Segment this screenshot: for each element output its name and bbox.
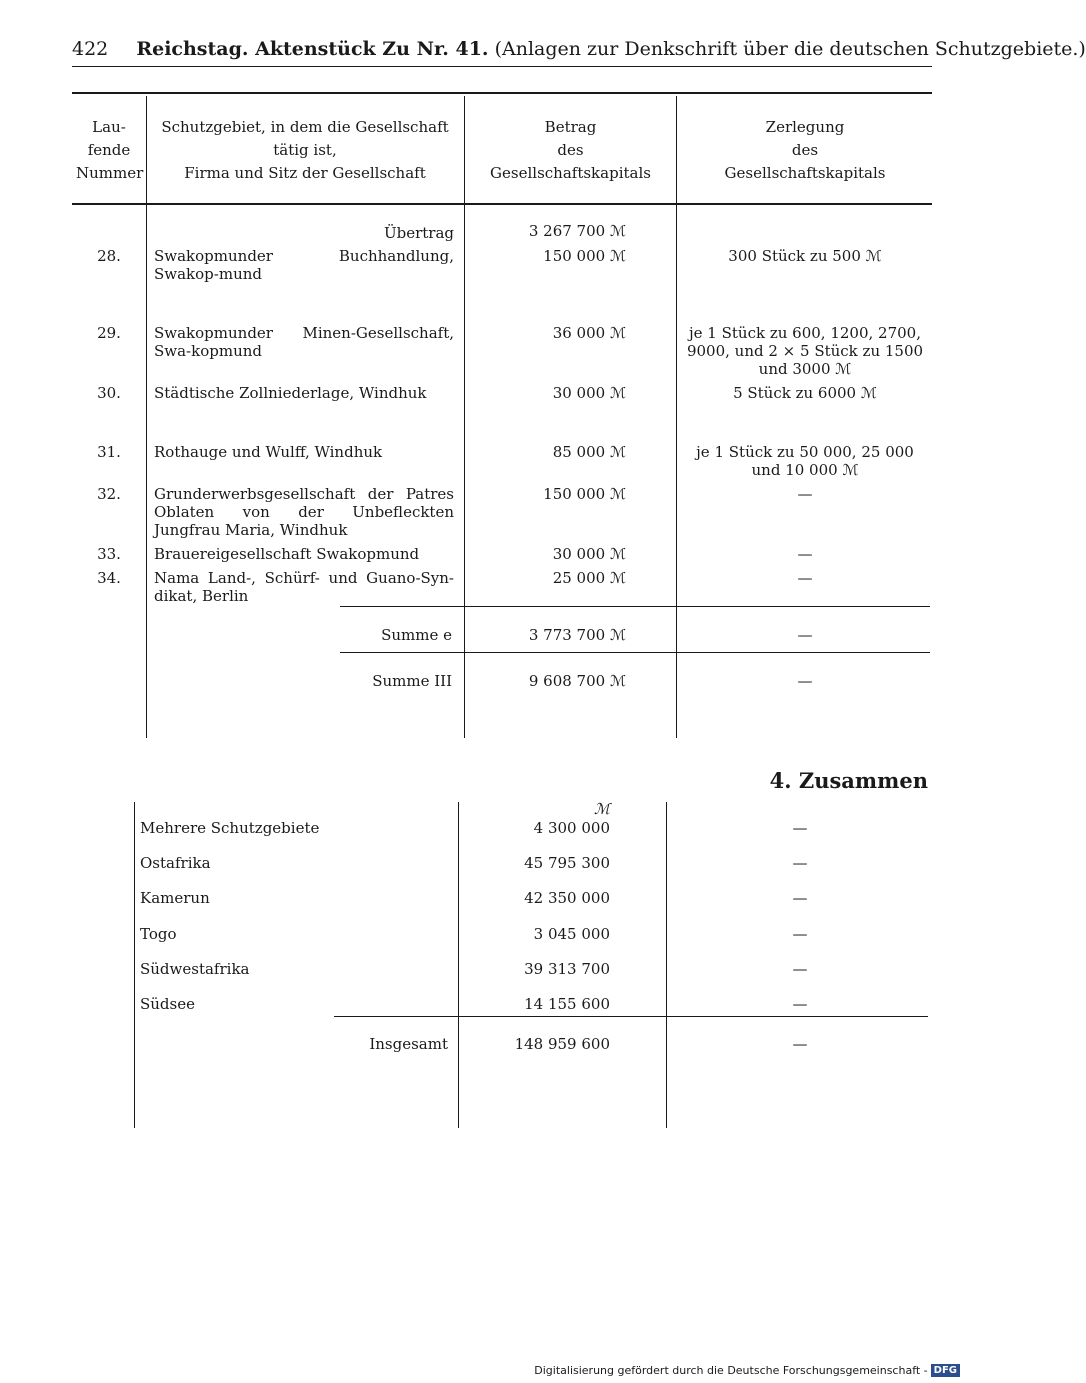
row-amount: 150 000 ℳ	[543, 485, 626, 503]
s4-row-amount: 14 155 600	[524, 995, 610, 1013]
row-breakdown: —	[797, 569, 813, 587]
summe-iii-label: Summe III	[372, 672, 452, 690]
row-breakdown: je 1 Stück zu 600, 1200, 2700, 9000, und 2 × 5 Stück zu 1500 und 3000 ℳ	[686, 324, 924, 378]
header-col-breakdown	[680, 116, 930, 185]
s4-total-amount: 148 959 600	[514, 1035, 610, 1053]
header-title-rest: (Anlagen zur Denkschrift über die deutschen Schutzgebiete.)	[494, 38, 1086, 60]
summe-iii-rule	[340, 652, 930, 653]
s4-row-amount: 3 045 000	[533, 925, 610, 943]
row-company: Brauereigesellschaft Swakopmund	[154, 545, 420, 563]
summe-e-label: Summe e	[381, 626, 452, 644]
header-text: des	[557, 141, 584, 159]
s4-row-breakdown: —	[792, 889, 808, 907]
header-text: fende	[87, 141, 131, 159]
s4-row-breakdown: —	[792, 819, 808, 837]
row-amount: 30 000 ℳ	[552, 384, 626, 402]
row-amount: 36 000 ℳ	[552, 324, 626, 342]
summe-e-rule	[340, 606, 930, 607]
s4-row-name: Südsee	[140, 995, 195, 1013]
table-top-rule	[72, 92, 932, 94]
summe-iii-breakdown: —	[797, 672, 813, 690]
row-company: Swakopmunder Buchhandlung, Swakop-mund	[154, 247, 454, 283]
row-breakdown: —	[797, 545, 813, 563]
summe-iii-amount: 9 608 700 ℳ	[528, 672, 626, 690]
s4-total-rule	[334, 1016, 928, 1017]
s4-row-breakdown: —	[792, 854, 808, 872]
row-company: Nama Land-, Schürf- und Guano-Syn-dikat, Berlin	[154, 569, 454, 605]
header-text: Nummer	[76, 164, 144, 182]
uebertrag-amount: 3 267 700 ℳ	[528, 222, 626, 240]
header-text: des	[791, 141, 819, 159]
s4-row-name: Togo	[140, 925, 177, 943]
row-number: 33.	[97, 545, 121, 563]
header-text: Lau-	[92, 118, 126, 136]
s4-row-name: Mehrere Schutzgebiete	[140, 819, 320, 837]
header-text: Gesellschaftskapitals	[724, 164, 886, 182]
page-number: 422	[72, 38, 109, 60]
header-text: Betrag	[544, 118, 597, 136]
row-number: 31.	[97, 443, 121, 461]
col-divider-1	[146, 96, 147, 738]
summe-e-amount: 3 773 700 ℳ	[528, 626, 626, 644]
s4-row-amount: 39 313 700	[524, 960, 610, 978]
table-header-rule	[72, 203, 932, 205]
row-breakdown: 300 Stück zu 500 ℳ	[728, 247, 882, 265]
row-number: 28.	[97, 247, 121, 265]
uebertrag-label: Übertrag	[383, 224, 454, 242]
row-number: 30.	[97, 384, 121, 402]
header-col-amount	[468, 116, 673, 185]
s4-col-divider-1	[134, 802, 135, 1128]
header-text: tätig ist,	[273, 141, 337, 159]
s4-col-divider-3	[666, 802, 667, 1128]
summe-e-breakdown: —	[797, 626, 813, 644]
s4-total-breakdown: —	[792, 1035, 808, 1053]
s4-row-name: Südwestafrika	[140, 960, 250, 978]
dfg-logo: DFG	[931, 1364, 960, 1377]
currency-symbol: ℳ	[593, 800, 610, 818]
header-rule	[72, 66, 932, 67]
header-text: Zerlegung	[765, 118, 845, 136]
row-amount: 25 000 ℳ	[552, 569, 626, 587]
row-breakdown: je 1 Stück zu 50 000, 25 000 und 10 000 ℳ	[696, 443, 914, 479]
row-company: Rothauge und Wulff, Windhuk	[154, 443, 383, 461]
s4-row-breakdown: —	[792, 925, 808, 943]
header-text: Schutzgebiet, in dem die Gesellschaft	[161, 118, 449, 136]
header-text: Gesellschaftskapitals	[490, 164, 651, 182]
row-number: 34.	[97, 569, 121, 587]
page-header	[72, 38, 1086, 60]
row-company: Swakopmunder Minen-Gesellschaft, Swa-kopmund	[154, 324, 454, 360]
header-text: Firma und Sitz der Gesellschaft	[184, 164, 426, 182]
s4-total-label: Insgesamt	[369, 1035, 448, 1053]
header-col-number	[76, 116, 142, 185]
s4-row-name: Kamerun	[140, 889, 210, 907]
s4-row-amount: 4 300 000	[533, 819, 610, 837]
s4-row-amount: 45 795 300	[524, 854, 610, 872]
s4-row-name: Ostafrika	[140, 854, 211, 872]
row-number: 32.	[97, 485, 121, 503]
row-amount: 30 000 ℳ	[552, 545, 626, 563]
section-title: 4. Zusammen	[769, 768, 928, 793]
col-divider-2	[464, 96, 465, 738]
footer-text: Digitalisierung gefördert durch die Deutsche Forschungsgemeinschaft -	[534, 1364, 928, 1377]
row-amount: 85 000 ℳ	[552, 443, 626, 461]
col-divider-3	[676, 96, 677, 738]
row-company: Grunderwerbsgesellschaft der Patres Oblaten von der Unbefleckten Jungfrau Maria, Windhuk	[154, 485, 454, 539]
row-amount: 150 000 ℳ	[543, 247, 626, 265]
s4-row-breakdown: —	[792, 960, 808, 978]
header-col-company	[150, 116, 460, 185]
row-breakdown: —	[797, 485, 813, 503]
s4-row-breakdown: —	[792, 995, 808, 1013]
s4-row-amount: 42 350 000	[524, 889, 610, 907]
row-number: 29.	[97, 324, 121, 342]
s4-col-divider-2	[458, 802, 459, 1128]
row-company: Städtische Zollniederlage, Windhuk	[154, 384, 427, 402]
footer	[534, 1364, 960, 1377]
header-title-bold: Reichstag. Aktenstück Zu Nr. 41.	[136, 38, 489, 60]
row-breakdown: 5 Stück zu 6000 ℳ	[733, 384, 877, 402]
